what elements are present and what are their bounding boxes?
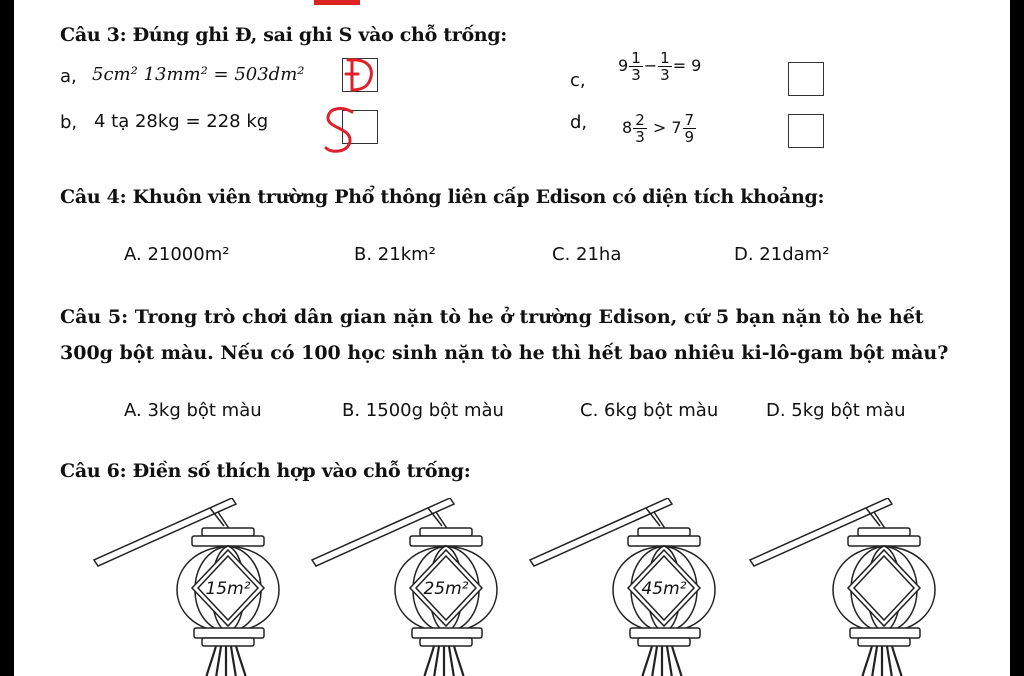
q5-option-b[interactable]: B. 1500g bột màu: [342, 400, 504, 421]
q5-option-c[interactable]: C. 6kg bột màu: [580, 400, 719, 421]
q3-c-answer-box[interactable]: [788, 62, 824, 96]
q3-a-label: a,: [60, 66, 77, 87]
lantern-2: [308, 498, 518, 676]
q5-option-d[interactable]: D. 5kg bột màu: [766, 400, 906, 421]
q3-d-whole-1: 8: [622, 118, 633, 137]
q3-c-label: c,: [570, 70, 586, 91]
q3-c-minus: −: [643, 56, 658, 75]
question-4-title: Câu 4: Khuôn viên trường Phổ thông liên cấp Edison có diện tích khoảng:: [60, 186, 825, 208]
q3-c-whole: 9: [618, 56, 629, 75]
q3-d-expression: [622, 112, 697, 145]
q3-b-handwritten-answer: [318, 102, 366, 160]
lantern-2-label: 25m²: [423, 579, 469, 599]
question-6-title: Câu 6: Điền số thích hợp vào chỗ trống:: [60, 460, 471, 482]
q3-d-fraction-2: $\frac{7}{9}$: [684, 111, 695, 146]
q3-c-fraction-1: $\frac{1}{3}$: [631, 49, 641, 84]
q4-option-a[interactable]: A. 21000m²: [124, 244, 230, 265]
lantern-3-label: 45m²: [641, 579, 687, 599]
q3-b-expression: 4 tạ 28kg = 228 kg: [94, 111, 269, 132]
q3-a-handwritten-answer: [340, 52, 384, 102]
q3-c-expression: [618, 50, 701, 83]
lantern-3: [526, 498, 736, 676]
q3-d-whole-2: 7: [671, 118, 682, 137]
question-5-line-1: Câu 5: Trong trò chơi dân gian nặn tò he ở trường Edison, cứ 5 bạn nặn tò he hết: [60, 306, 924, 328]
q3-c-result: = 9: [672, 56, 702, 75]
q5-option-a[interactable]: A. 3kg bột màu: [124, 400, 262, 421]
q3-a-expression: 5cm² 13mm² = 503dm²: [92, 64, 305, 85]
worksheet-page: [14, 0, 1010, 676]
q3-d-answer-box[interactable]: [788, 114, 824, 148]
q4-option-d[interactable]: D. 21dam²: [734, 244, 830, 265]
question-5-line-2: 300g bột màu. Nếu có 100 học sinh nặn tò he thì hết bao nhiêu ki-lô-gam bột màu?: [60, 342, 949, 364]
q3-b-label: b,: [60, 112, 78, 133]
q4-option-b[interactable]: B. 21km²: [354, 244, 436, 265]
q3-d-greater-than: >: [652, 118, 667, 137]
lantern-1: [90, 498, 300, 676]
q4-option-c[interactable]: C. 21ha: [552, 244, 622, 265]
q3-d-fraction-1: $\frac{2}{3}$: [635, 111, 645, 146]
q3-d-label: d,: [570, 112, 588, 133]
question-3-title: Câu 3: Đúng ghi Đ, sai ghi S vào chỗ trống:: [60, 24, 508, 46]
q3-c-fraction-2: $\frac{1}{3}$: [660, 49, 670, 84]
lantern-1-label: 15m²: [205, 579, 251, 599]
lantern-4: [746, 498, 956, 676]
red-top-mark: [314, 0, 360, 5]
